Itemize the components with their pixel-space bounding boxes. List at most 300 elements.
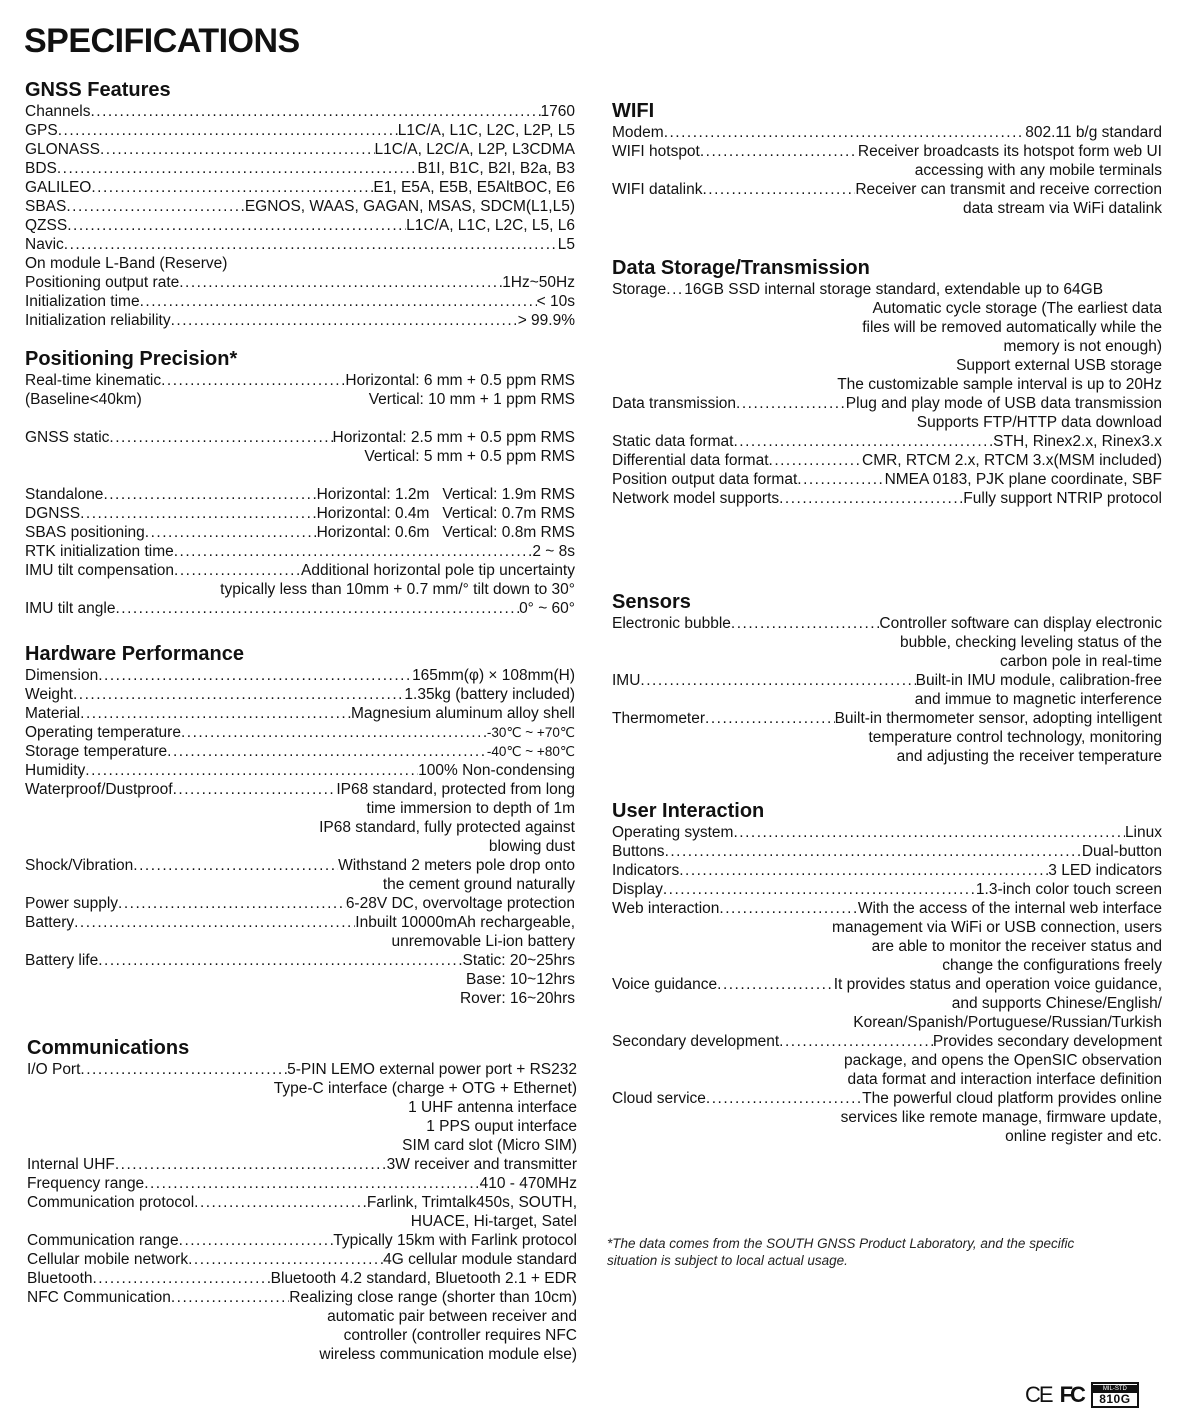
spec-continuation: package, and opens the OpenSIC observation xyxy=(844,1052,1162,1069)
spec-continuation: Supports FTP/HTTP data download xyxy=(916,414,1162,431)
spec-value: Horizontal: 6 mm + 0.5 ppm RMS xyxy=(345,372,575,389)
spec-row-protocol xyxy=(27,1193,577,1212)
spec-label: Storage xyxy=(612,281,667,298)
dot-leader xyxy=(140,292,537,311)
dot-leader xyxy=(181,723,487,742)
spec-label: Network model supports xyxy=(612,490,780,507)
spec-label: (Baseline<40km) xyxy=(25,391,142,408)
spec-row xyxy=(25,235,575,254)
spec-continuation: are able to monitor the receiver status and xyxy=(871,938,1162,955)
hardware-performance-section xyxy=(25,642,575,1008)
data-storage-section xyxy=(612,256,1162,508)
spec-row-transmission xyxy=(612,394,1162,413)
spec-row-shock xyxy=(25,856,575,875)
spec-value: Provides secondary development xyxy=(932,1033,1162,1050)
spec-continuation: HUACE, Hi-target, Satel xyxy=(410,1213,577,1230)
spec-label: Modem xyxy=(612,124,664,141)
dot-leader xyxy=(719,899,857,918)
spec-value: 3 LED indicators xyxy=(1048,862,1162,879)
spec-continuation: The customizable sample interval is up to 20Hz xyxy=(837,376,1162,393)
spec-value: L1C/A, L1C, L2C, L2P, L5 xyxy=(397,122,575,139)
spec-label: GLONASS xyxy=(25,141,100,158)
spec-label: Initialization reliability xyxy=(25,312,171,329)
spec-row-cellular xyxy=(27,1250,577,1269)
spec-value: 16GB SSD internal storage standard, extendable up to 64GB xyxy=(684,281,1104,298)
spec-continuation: data stream via WiFi datalink xyxy=(963,200,1162,217)
dot-leader xyxy=(679,861,1048,880)
spec-continuation: controller (controller requires NFC xyxy=(343,1327,577,1344)
spec-value: 2 ~ 8s xyxy=(532,543,575,560)
dot-leader xyxy=(80,1060,287,1079)
spec-value: 802.11 b/g standard xyxy=(1025,124,1162,141)
dot-leader xyxy=(797,470,884,489)
spec-continuation: Korean/Spanish/Portuguese/Russian/Turkish xyxy=(853,1014,1162,1031)
dot-leader xyxy=(133,856,338,875)
dot-leader xyxy=(664,123,1026,142)
dot-leader xyxy=(145,523,317,542)
dot-leader xyxy=(640,671,915,690)
spec-row-voice-guidance xyxy=(612,975,1162,994)
dot-leader xyxy=(665,842,1082,861)
spec-label: Secondary development xyxy=(612,1033,780,1050)
dot-leader xyxy=(171,311,518,330)
fcc-mark-icon: FC xyxy=(1059,1382,1083,1407)
spec-row-weight xyxy=(25,685,575,704)
spec-row-differential-format xyxy=(612,451,1162,470)
dot-leader xyxy=(64,235,558,254)
spec-row-rtk-init xyxy=(25,542,575,561)
spec-label: Position output data format xyxy=(612,471,798,488)
sensors-section xyxy=(612,590,1162,766)
dot-leader xyxy=(73,685,404,704)
spec-value: Realizing close range (shorter than 10cm) xyxy=(289,1289,577,1306)
dot-leader xyxy=(109,428,332,447)
spec-row-internal-uhf xyxy=(27,1155,577,1174)
spec-value: 6-28V DC, overvoltage protection xyxy=(345,895,575,912)
dot-leader xyxy=(769,451,862,470)
spec-value: IP68 standard, protected from long xyxy=(336,781,575,798)
spec-row xyxy=(25,159,575,178)
mil-std-code: 810G xyxy=(1099,1392,1131,1406)
spec-label: Data transmission xyxy=(612,395,737,412)
spec-value: Built-in IMU module, calibration-free xyxy=(915,672,1162,689)
spec-label: Battery xyxy=(25,914,75,931)
spec-value: Horizontal: 0.4m Vertical: 0.7m RMS xyxy=(316,505,575,522)
dot-leader xyxy=(98,951,462,970)
spec-value: < 10s xyxy=(536,293,575,310)
spec-value: L1C/A, L1C, L2C, L5, L6 xyxy=(406,217,575,234)
spec-label: DGNSS xyxy=(25,505,81,522)
spec-row xyxy=(25,197,575,216)
user-interaction-section xyxy=(612,799,1162,1146)
spec-row-range xyxy=(27,1231,577,1250)
spec-continuation: data format and interaction interface definition xyxy=(847,1071,1162,1088)
spec-value: Typically 15km with Farlink protocol xyxy=(333,1232,577,1249)
dot-leader xyxy=(179,273,502,292)
dot-leader xyxy=(733,823,1124,842)
spec-value: 0° ~ 60° xyxy=(519,600,575,617)
spec-value: B1I, B1C, B2I, B2a, B3 xyxy=(417,160,575,177)
dot-leader xyxy=(174,561,301,580)
spec-continuation: wireless communication module else) xyxy=(319,1346,577,1363)
spec-row-imu-tilt xyxy=(25,561,575,580)
dot-leader xyxy=(717,975,834,994)
spec-row-humidity xyxy=(25,761,575,780)
spec-continuation: change the configurations freely xyxy=(942,957,1162,974)
spec-label: Static data format xyxy=(612,433,734,450)
spec-value: Dual-button xyxy=(1081,843,1162,860)
spec-continuation: blowing dust xyxy=(488,838,575,855)
dot-leader xyxy=(705,709,835,728)
spec-row-imu-angle xyxy=(25,599,575,618)
spec-continuation: automatic pair between receiver and xyxy=(327,1308,577,1325)
spec-value: STH, Rinex2.x, Rinex3.x xyxy=(993,433,1162,450)
spec-continuation: Support external USB storage xyxy=(956,357,1162,374)
spec-row-static-format xyxy=(612,432,1162,451)
spec-label: Standalone xyxy=(25,486,104,503)
dot-leader xyxy=(779,489,963,508)
dot-leader xyxy=(85,761,418,780)
dot-leader xyxy=(80,504,316,523)
spec-value: Receiver can transmit and receive correction xyxy=(855,181,1162,198)
spec-value: The powerful cloud platform provides online xyxy=(862,1090,1162,1107)
spec-label: Web interaction xyxy=(612,900,720,917)
spec-row-display xyxy=(612,880,1162,899)
spec-value: Magnesium aluminum alloy shell xyxy=(351,705,575,722)
page-title: SPECIFICATIONS xyxy=(24,22,300,60)
dot-leader xyxy=(144,1174,479,1193)
spec-value: Inbuilt 10000mAh rechargeable, xyxy=(355,914,575,931)
spec-value: Withstand 2 meters pole drop onto xyxy=(338,857,575,874)
spec-label: IMU tilt angle xyxy=(25,600,116,617)
spec-row-power xyxy=(25,894,575,913)
spec-row-hotspot xyxy=(612,142,1162,161)
dot-leader xyxy=(115,599,519,618)
spec-row-dimension xyxy=(25,666,575,685)
footnote-line: *The data comes from the SOUTH GNSS Product Laboratory, and the specific xyxy=(607,1236,1075,1251)
dot-leader xyxy=(663,880,976,899)
spec-row xyxy=(25,273,575,292)
dot-leader xyxy=(666,280,684,299)
spec-continuation: unremovable Li-ion battery xyxy=(391,933,575,950)
spec-label: Operating system xyxy=(612,824,734,841)
positioning-precision-section xyxy=(25,347,575,618)
user-interaction-title: User Interaction xyxy=(612,800,765,822)
dot-leader xyxy=(98,666,412,685)
spec-value: Static: 20~25hrs xyxy=(462,952,575,969)
spec-row-os xyxy=(612,823,1162,842)
spec-row xyxy=(25,292,575,311)
spec-value: > 99.9% xyxy=(517,312,575,329)
spec-continuation: services like remote manage, firmware update, xyxy=(840,1109,1162,1126)
gnss-features-list xyxy=(25,102,575,330)
spec-label: Dimension xyxy=(25,667,99,684)
spec-continuation: and supports Chinese/English/ xyxy=(951,995,1162,1012)
dot-leader xyxy=(74,913,355,932)
spec-continuation: Type-C interface (charge + OTG + Ethernet) xyxy=(273,1080,577,1097)
spec-value: 100% Non-condensing xyxy=(418,762,575,779)
spec-row-buttons xyxy=(612,842,1162,861)
spec-label: QZSS xyxy=(25,217,68,234)
spec-row-rtk-baseline xyxy=(25,390,575,409)
spec-label: Channels xyxy=(25,103,91,120)
spec-row-rtk xyxy=(25,371,575,390)
spec-label: GALILEO xyxy=(25,179,92,196)
spec-label: GPS xyxy=(25,122,58,139)
spec-continuation: accessing with any mobile terminals xyxy=(914,162,1162,179)
dot-leader xyxy=(733,432,993,451)
spec-value: 410 - 470MHz xyxy=(479,1175,577,1192)
spec-value: Built-in thermometer sensor, adopting intelligent xyxy=(834,710,1162,727)
spec-row-secondary-dev xyxy=(612,1032,1162,1051)
spec-row-bluetooth xyxy=(27,1269,577,1288)
spec-value: Horizontal: 2.5 mm + 0.5 ppm RMS xyxy=(332,429,575,446)
hardware-performance-title: Hardware Performance xyxy=(25,643,244,665)
spec-continuation: and immue to magnetic interference xyxy=(914,691,1162,708)
spec-row-cloud-service xyxy=(612,1089,1162,1108)
spec-label: Shock/Vibration xyxy=(25,857,134,874)
spec-value: Farlink, Trimtalk450s, SOUTH, xyxy=(366,1194,577,1211)
spec-row-battery-life xyxy=(25,951,575,970)
spec-label: Voice guidance xyxy=(612,976,718,993)
spec-continuation: and adjusting the receiver temperature xyxy=(896,748,1162,765)
spec-continuation: 1 PPS ouput interface xyxy=(426,1118,577,1135)
mil-std-810g-icon xyxy=(1091,1382,1139,1408)
dot-leader xyxy=(58,121,398,140)
dot-leader xyxy=(100,140,375,159)
dot-leader xyxy=(118,894,346,913)
spec-label: Cloud service xyxy=(612,1090,706,1107)
dot-leader xyxy=(736,394,846,413)
spec-row-thermometer xyxy=(612,709,1162,728)
spec-label: IMU xyxy=(612,672,641,689)
spec-row-indicators xyxy=(612,861,1162,880)
spec-value: Horizontal: 0.6m Vertical: 0.8m RMS xyxy=(316,524,575,541)
spec-row xyxy=(25,140,575,159)
certification-marks xyxy=(1025,1382,1139,1408)
spec-row xyxy=(25,121,575,140)
spec-continuation: Vertical: 5 mm + 0.5 ppm RMS xyxy=(364,448,575,465)
spec-row-operating-temp xyxy=(25,723,575,742)
spec-row xyxy=(25,254,575,273)
dot-leader xyxy=(194,1193,367,1212)
spec-label: SBAS positioning xyxy=(25,524,145,541)
dot-leader xyxy=(91,178,373,197)
spec-value: Controller software can display electronic xyxy=(879,615,1162,632)
spec-label: On module L-Band (Reserve) xyxy=(25,255,228,272)
spec-label: Communication protocol xyxy=(27,1194,195,1211)
gnss-features-title: GNSS Features xyxy=(25,79,171,101)
dot-leader xyxy=(731,614,880,633)
spec-value: -30℃ ~ +70℃ xyxy=(486,725,575,740)
dot-leader xyxy=(67,216,406,235)
spec-value: 1.35kg (battery included) xyxy=(404,686,575,703)
spec-value: Plug and play mode of USB data transmission xyxy=(845,395,1162,412)
spec-value: Linux xyxy=(1124,824,1162,841)
spec-value: Receiver broadcasts its hotspot form web UI xyxy=(857,143,1162,160)
dot-leader xyxy=(167,742,487,761)
spec-row-imu xyxy=(612,671,1162,690)
dot-leader xyxy=(188,1250,383,1269)
spec-value: L1C/A, L2C/A, L2P, L3CDMA xyxy=(374,141,575,158)
spec-label: Operating temperature xyxy=(25,724,181,741)
spec-continuation: management via WiFi or USB connection, users xyxy=(832,919,1162,936)
spec-continuation: online register and etc. xyxy=(1005,1128,1162,1145)
spec-value: NMEA 0183, PJK plane coordinate, SBF xyxy=(884,471,1162,488)
spec-row-gnss-static xyxy=(25,428,575,447)
spec-label: Electronic bubble xyxy=(612,615,731,632)
spec-label: GNSS static xyxy=(25,429,110,446)
spec-label: Weight xyxy=(25,686,73,703)
mil-std-label: MIL-STD xyxy=(1093,1385,1137,1393)
spec-row-sbas-positioning xyxy=(25,523,575,542)
gnss-features-section xyxy=(25,78,575,330)
positioning-precision-title: Positioning Precision* xyxy=(25,348,238,370)
spec-value: 165mm(φ) × 108mm(H) xyxy=(412,667,575,684)
spec-continuation: time immersion to depth of 1m xyxy=(366,800,575,817)
spec-continuation: Automatic cycle storage (The earliest data xyxy=(872,300,1162,317)
spec-label: WIFI datalink xyxy=(612,181,703,198)
dot-leader xyxy=(93,1269,271,1288)
spec-value: It provides status and operation voice guidance, xyxy=(833,976,1162,993)
dot-leader xyxy=(80,704,351,723)
spec-label: Real-time kinematic xyxy=(25,372,162,389)
dot-leader xyxy=(700,142,858,161)
spec-label: BDS xyxy=(25,160,57,177)
spec-row-web-interaction xyxy=(612,899,1162,918)
spec-label: RTK initialization time xyxy=(25,543,174,560)
spec-value: Fully support NTRIP protocol xyxy=(963,490,1162,507)
spec-value: Vertical: 10 mm + 1 ppm RMS xyxy=(368,391,575,408)
spec-label: Frequency range xyxy=(27,1175,145,1192)
spec-label: NFC Communication xyxy=(27,1289,171,1306)
spec-value: 4G cellular module standard xyxy=(383,1251,577,1268)
spec-value: 1Hz~50Hz xyxy=(502,274,575,291)
spec-label: Bluetooth xyxy=(27,1270,93,1287)
data-storage-title: Data Storage/Transmission xyxy=(612,257,870,279)
spec-row-dgnss xyxy=(25,504,575,523)
footnote-line: situation is subject to local actual usage. xyxy=(607,1252,848,1268)
spec-row-frequency xyxy=(27,1174,577,1193)
spec-row-storage-temp xyxy=(25,742,575,761)
wifi-title: WIFI xyxy=(612,100,655,122)
spec-continuation: temperature control technology, monitoring xyxy=(868,729,1162,746)
spec-value: 5-PIN LEMO external power port + RS232 xyxy=(287,1061,577,1078)
spec-continuation: the cement ground naturally xyxy=(382,876,575,893)
communications-title: Communications xyxy=(27,1037,190,1059)
dot-leader xyxy=(161,371,345,390)
spec-row xyxy=(25,178,575,197)
spec-label: Waterproof/Dustproof xyxy=(25,781,173,798)
spec-row-material xyxy=(25,704,575,723)
spec-label: Buttons xyxy=(612,843,665,860)
spec-continuation: SIM card slot (Micro SIM) xyxy=(402,1137,577,1154)
dot-leader xyxy=(103,485,316,504)
spec-label: Humidity xyxy=(25,762,86,779)
spec-label: Internal UHF xyxy=(27,1156,115,1173)
communications-section xyxy=(27,1036,577,1364)
spec-label: WIFI hotspot xyxy=(612,143,700,160)
spec-label: Positioning output rate xyxy=(25,274,180,291)
spec-continuation: files will be removed automatically while the xyxy=(862,319,1162,336)
spec-row-electronic-bubble xyxy=(612,614,1162,633)
spec-value: Bluetooth 4.2 standard, Bluetooth 2.1 + EDR xyxy=(270,1270,577,1287)
footnote xyxy=(607,1236,1167,1269)
spec-continuation: bubble, checking leveling status of the xyxy=(900,634,1162,651)
spec-value: Horizontal: 1.2m Vertical: 1.9m RMS xyxy=(316,486,575,503)
spec-row-nfc xyxy=(27,1288,577,1307)
spec-label: Navic xyxy=(25,236,64,253)
spec-label: Indicators xyxy=(612,862,680,879)
dot-leader xyxy=(173,780,337,799)
spec-row-network-model xyxy=(612,489,1162,508)
dot-leader xyxy=(779,1032,933,1051)
spec-value: 1.3-inch color touch screen xyxy=(975,881,1162,898)
spec-label: Thermometer xyxy=(612,710,706,727)
spec-row xyxy=(25,311,575,330)
spec-label: IMU tilt compensation xyxy=(25,562,175,579)
spec-label: Display xyxy=(612,881,663,898)
spec-row-position-format xyxy=(612,470,1162,489)
dot-leader xyxy=(174,542,533,561)
spec-continuation: carbon pole in real-time xyxy=(1000,653,1162,670)
spec-label: Initialization time xyxy=(25,293,140,310)
spec-label: I/O Port xyxy=(27,1061,81,1078)
spec-label: Storage temperature xyxy=(25,743,168,760)
spec-value: 3W receiver and transmitter xyxy=(386,1156,577,1173)
sensors-title: Sensors xyxy=(612,591,691,613)
dot-leader xyxy=(171,1288,289,1307)
spec-value: Additional horizontal pole tip uncertainty xyxy=(300,562,575,579)
spec-value: 1760 xyxy=(540,103,575,120)
spec-label: Cellular mobile network xyxy=(27,1251,189,1268)
dot-leader xyxy=(115,1155,387,1174)
spec-row-battery xyxy=(25,913,575,932)
spec-row-storage xyxy=(612,280,1162,299)
spec-value: CMR, RTCM 2.x, RTCM 3.x(MSM included) xyxy=(862,452,1162,469)
spec-row-standalone xyxy=(25,485,575,504)
spec-row-waterproof xyxy=(25,780,575,799)
spec-row xyxy=(25,216,575,235)
dot-leader xyxy=(702,180,855,199)
dot-leader xyxy=(179,1231,334,1250)
spec-label: Power supply xyxy=(25,895,119,912)
spec-row-modem xyxy=(612,123,1162,142)
dot-leader xyxy=(91,102,541,121)
spec-label: Communication range xyxy=(27,1232,179,1249)
spec-value: EGNOS, WAAS, GAGAN, MSAS, SDCM(L1,L5) xyxy=(244,198,575,215)
spec-label: Material xyxy=(25,705,81,722)
spec-row-io-port xyxy=(27,1060,577,1079)
spec-continuation: Base: 10~12hrs xyxy=(465,971,575,988)
spec-label: Battery life xyxy=(25,952,99,969)
spec-row-datalink xyxy=(612,180,1162,199)
spec-row xyxy=(25,102,575,121)
wifi-section xyxy=(612,99,1162,218)
spec-continuation: Rover: 16~20hrs xyxy=(459,990,575,1007)
spec-continuation: 1 UHF antenna interface xyxy=(408,1099,577,1116)
spec-label: Differential data format xyxy=(612,452,769,469)
spec-value: E1, E5A, E5B, E5AltBOC, E6 xyxy=(373,179,575,196)
spec-label: SBAS xyxy=(25,198,67,215)
spec-value: -40℃ ~ +80℃ xyxy=(486,744,575,759)
dot-leader xyxy=(57,159,417,178)
spec-continuation: memory is not enough) xyxy=(1003,338,1162,355)
ce-mark-icon: CE xyxy=(1025,1382,1052,1407)
spec-value: L5 xyxy=(557,236,575,253)
spec-continuation: IP68 standard, fully protected against xyxy=(319,819,575,836)
spec-continuation: typically less than 10mm + 0.7 mm/° tilt down to 30° xyxy=(220,581,575,598)
